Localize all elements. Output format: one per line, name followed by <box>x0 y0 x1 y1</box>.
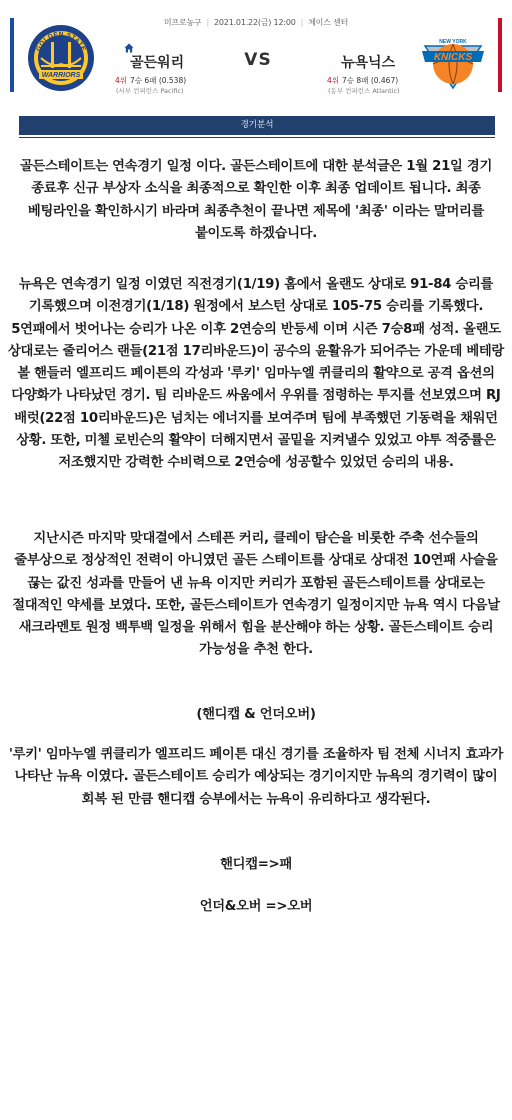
home-logo-top-text: GOLDEN STATE <box>35 30 87 53</box>
home-logo-bottom-text: WARRIORS <box>41 72 81 80</box>
away-team-record <box>327 75 398 86</box>
section-divider <box>19 137 495 138</box>
home-color-bar <box>10 18 14 92</box>
match-datetime: 2021.01.22(금) 12:00 <box>214 18 296 27</box>
home-team-name: 골든워리 <box>130 55 185 71</box>
overunder-pick: 언더&오버 =>오버 <box>199 899 313 914</box>
away-team-winloss: 7승 8패 (0.467) <box>342 76 399 85</box>
venue-label: 체이스 센터 <box>308 18 349 27</box>
home-team-conference: (서부 컨퍼런스 Pacific) <box>116 87 184 95</box>
analysis-paragraph-intro: 골든스테이트는 연속경기 일정 이다. 골든스테이트에 대한 분석글은 1월 21일 경기 종료후 신규 부상자 소식을 최종적으로 확인한 이후 최종 업데이트 됩니다. 최종 베팅라인을 확인하시기 바라며 최종추천이 끝나면 제목에 '최종' 이라는 말머리를 붙이도록 하겠습니다. <box>19 159 492 241</box>
away-team-logo <box>419 24 487 92</box>
match-header <box>0 0 512 108</box>
away-team-name: 뉴욕닉스 <box>341 55 396 71</box>
section-header <box>19 116 495 135</box>
home-team-logo <box>27 24 95 92</box>
away-color-bar <box>498 18 502 92</box>
handicap-pick: 핸디캡=>패 <box>220 857 292 872</box>
analysis-paragraph-handicap: '루키' 임마누엘 퀴클리가 엘프리드 페이튼 대신 경기를 조율하자 팀 전체 시너지 효과가 나타난 뉴욕 이였다. 골든스테이트 승리가 예상되는 경기이지만 뉴욕의 경기력이 많이 회복 된 만큼 핸디캡 승부에서는 뉴욕이 유리하다고 생각된다. <box>8 747 504 807</box>
away-team-rank: 4위 <box>327 76 340 85</box>
analysis-paragraph-matchup: 지난시즌 마지막 맞대결에서 스테픈 커리, 클레이 탐슨을 비롯한 주축 선수들의 줄부상으로 정상적인 전력이 아니였던 골든 스테이트를 상대로 상대전 10연패 사슬을 끊는 값진 성과를 만들어 낸 뉴욕 이지만 커리가 포함된 골든스테이트를 상대로는 절대적인 약세를 보였다. 또한, 골든스테이트가 연속경기 일정이지만 뉴욕 역시 다음날 새크라멘토 원정 백투백 일정을 위해서 힘을 분산해야 하는 상황. 골든스테이트 승리 가능성을 추천 한다. <box>12 531 500 658</box>
home-team-winloss: 7승 6패 (0.538) <box>130 76 187 85</box>
versus-label: VS <box>244 50 272 70</box>
home-icon <box>124 38 134 48</box>
home-team-record <box>115 75 186 86</box>
league-label: 미프로농구 <box>163 18 202 27</box>
home-team-rank: 4위 <box>115 76 128 85</box>
away-logo-bottom-text: KNICKS <box>433 51 473 63</box>
section-title: 경기분석 <box>240 120 274 130</box>
handicap-overunder-heading: (핸디캡 & 언더오버) <box>196 707 316 722</box>
analysis-paragraph-away-team: 뉴욕은 연속경기 일정 이였던 직전경기(1/19) 홈에서 올랜도 상대로 91-84 승리를 기록했으며 이전경기(1/18) 원정에서 보스턴 상대로 105-75 승리를 기록했다. 5연패에서 벗어나는 승리가 나온 이후 2연승의 반등세 이며 시즌 7승8패 성적. 올랜도 상대로는 줄리어스 랜들(21점 17리바운드)이 공수의 윤활유가 되어주는 가운데 베테랑 볼 핸들러 엘프리드 페이튼의 각성과 '루키' 임마누엘 퀴클리의 활약으로 공격 옵션의 다양화가 나타났던 경기. 팀 리바운드 싸움에서 우위를 점령하는 투지를 선보였으며 RJ 배럿(22점 10리바운드)은 넘치는 에너지를 보여주며 팀에 부족했던 기동력을 채워던 상황. 또한, 미첼 로빈슨의 활약이 더해지면서 골밑을 지켜낼수 있었고 야투 적중률은 저조했지만 강력한 수비력으로 2연승에 성공할수 있었던 승리의 내용. <box>8 277 504 471</box>
away-team-conference: (동부 컨퍼런스 Atlantic) <box>328 87 400 95</box>
away-logo-top-text: NEW YORK <box>439 39 467 45</box>
match-meta: 미프로농구 | 2021.01.22(금) 12:00 | 체이스 센터 <box>163 18 349 27</box>
